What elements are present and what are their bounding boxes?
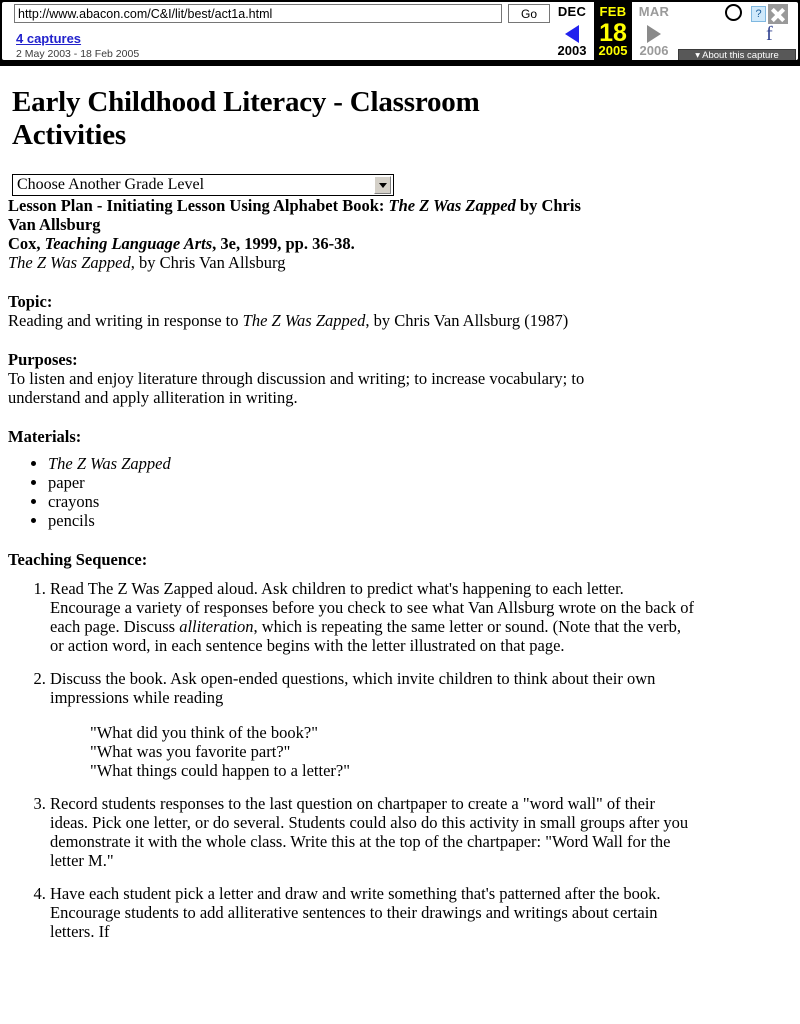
captures-count-link[interactable]: 4 captures — [16, 31, 82, 46]
citation-line — [8, 234, 608, 253]
captures-info — [16, 31, 139, 60]
step2-text: Discuss the book. Ask open-ended questions, which invite children to think about their own impressions while reading — [50, 669, 656, 707]
topic-text — [8, 311, 608, 330]
materials-heading: Materials: — [8, 427, 82, 446]
next-capture-column[interactable] — [632, 2, 676, 60]
quote-line: "What did you think of the book?" — [90, 723, 318, 742]
wayback-toolbar — [0, 0, 800, 66]
citation-text-1: Cox, — [8, 234, 45, 253]
list-item — [50, 579, 695, 655]
step1-emphasis: alliteration — [179, 617, 254, 636]
help-icon[interactable]: ? — [751, 6, 766, 22]
step1-text-2: , which is repeating the same letter or sound. (Note that the verb, or action word, in each sentence begins with the letter illustrated on that page. — [50, 617, 681, 655]
facebook-icon[interactable]: f — [766, 23, 773, 45]
list-item: • paper — [48, 473, 792, 492]
grade-level-select[interactable] — [12, 174, 394, 196]
list-item: • crayons — [48, 492, 792, 511]
book-byline-title: The Z Was Zapped — [8, 253, 131, 272]
next-year-label: 2006 — [639, 43, 669, 58]
about-this-capture-button[interactable]: ▾ About this capture — [678, 49, 796, 60]
list-item: 3. Record students responses to the last question on chartpaper to create a "word wall" of their ideas. Pick one letter, or do several. Students could also do this activity in small groups after you demonstrate it with the whole class. Write this at the top of the chartpaper: "Word Wall for the letter M." — [50, 794, 695, 870]
book-byline — [8, 253, 608, 272]
lesson-heading-text-1: Lesson Plan - Initiating Lesson Using Alphabet Book: — [8, 196, 389, 215]
previous-year-label: 2003 — [557, 43, 587, 58]
purposes-text: To listen and enjoy literature through discussion and writing; to increase vocabulary; to understand and apply alliteration in writing. — [8, 369, 585, 407]
topic-text-2: , by Chris Van Allsburg (1987) — [365, 311, 569, 330]
grade-level-select-value: Choose Another Grade Level — [17, 176, 205, 193]
topic-text-1: Reading and writing in response to — [8, 311, 243, 330]
teaching-sequence-heading: Teaching Sequence: — [8, 550, 148, 569]
list-item — [48, 454, 792, 473]
captures-date-range: 2 May 2003 - 18 Feb 2005 — [16, 48, 140, 60]
current-year-label: 2005 — [598, 43, 628, 58]
list-item: • pencils — [48, 511, 792, 530]
chevron-down-icon[interactable] — [374, 176, 391, 194]
quote-line: "What was you favorite part?" — [90, 742, 291, 761]
wayback-toolbar-inner — [2, 2, 798, 60]
list-item: 4. Have each student pick a letter and draw and write something that's patterned after the book. Encourage students to add alliterative sentences to their drawings and writings about certain letters. If — [50, 884, 695, 941]
citation-text-2: , 3e, 1999, pp. 36-38. — [212, 234, 355, 253]
teaching-sequence-list — [8, 579, 695, 941]
lesson-heading-book-title: The Z Was Zapped — [388, 196, 516, 215]
date-navigator — [550, 2, 676, 60]
lesson-heading-text-2: by Chris Van Allsburg — [8, 196, 581, 234]
previous-capture-column[interactable] — [550, 2, 594, 60]
materials-list — [8, 454, 792, 530]
current-day-label: 18 — [599, 19, 627, 47]
step2-question-quotes — [90, 723, 695, 780]
url-input[interactable] — [14, 4, 502, 23]
current-month-label: FEB — [599, 4, 627, 19]
page-content — [0, 86, 800, 941]
current-capture-column — [594, 2, 632, 60]
book-byline-author: , by Chris Van Allsburg — [130, 253, 286, 272]
next-month-label: MAR — [638, 4, 670, 19]
list-item — [50, 669, 695, 780]
go-button[interactable]: Go — [508, 4, 550, 23]
quote-line: "What things could happen to a letter?" — [90, 761, 350, 780]
close-icon[interactable] — [768, 4, 788, 24]
material-label: The Z Was Zapped — [48, 454, 171, 473]
citation-source-title: Teaching Language Arts — [44, 234, 213, 253]
topic-book-title: The Z Was Zapped — [242, 311, 366, 330]
previous-month-label: DEC — [557, 4, 587, 19]
loading-spinner-icon — [725, 4, 742, 21]
lesson-plan-heading — [8, 196, 608, 234]
purposes-heading: Purposes: — [8, 350, 78, 369]
step1-text-1: Read The Z Was Zapped aloud. Ask children to predict what's happening to each letter. Encourage a variety of responses before you check to see what Van Allsburg wrote on the back of each page. Discuss — [50, 579, 695, 636]
url-bar-row — [14, 4, 550, 23]
topic-heading: Topic: — [8, 292, 53, 311]
page-title: Early Childhood Literacy - Classroom Activities — [12, 86, 480, 151]
